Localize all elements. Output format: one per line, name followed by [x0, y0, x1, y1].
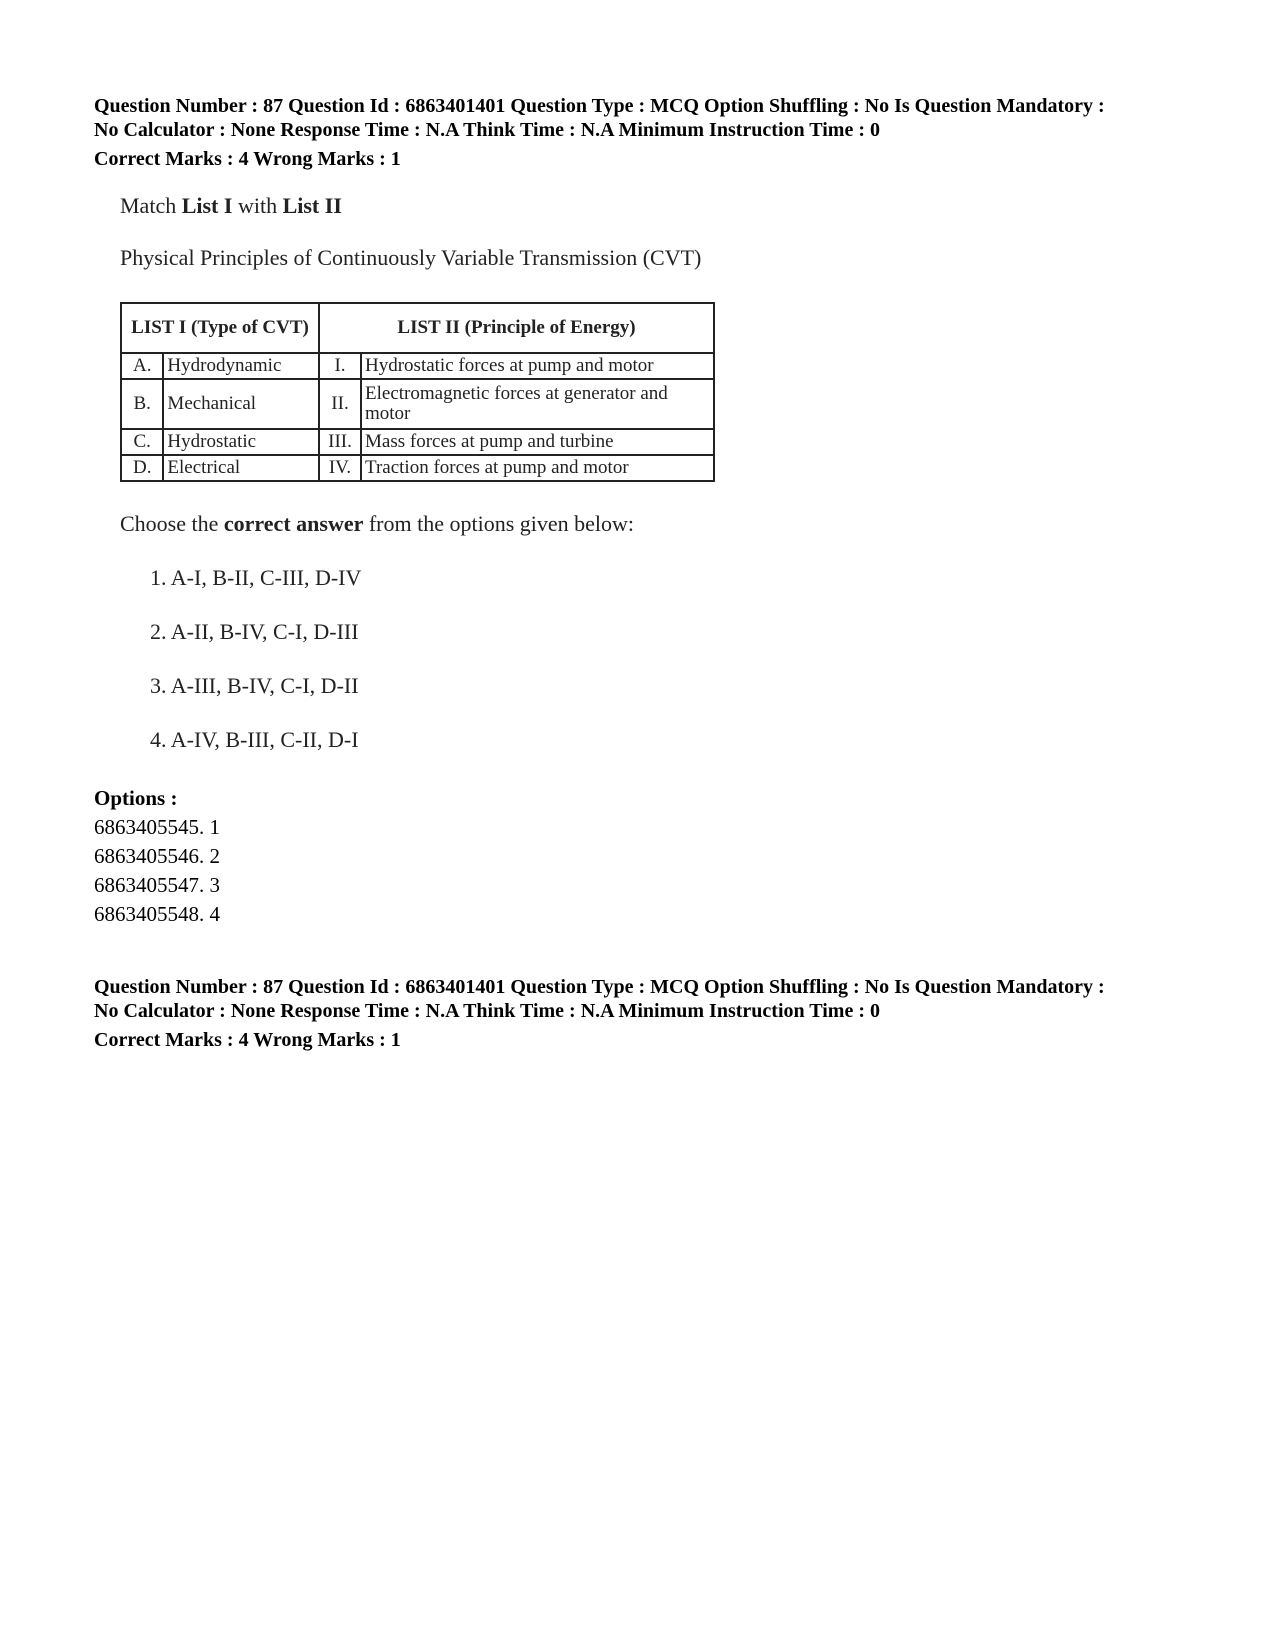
list2-header: LIST II (Principle of Energy) — [319, 303, 714, 353]
question-intro — [120, 192, 342, 220]
answer-choice: 3. A-III, B-IV, C-I, D-II — [150, 673, 359, 698]
list2-item: Hydrostatic forces at pump and motor — [361, 353, 714, 379]
answer-choice: 2. A-II, B-IV, C-I, D-III — [150, 619, 359, 644]
intro-text: Match — [120, 193, 182, 218]
list2-numeral: I. — [319, 353, 361, 379]
table-row — [121, 429, 714, 455]
option-item: 6863405546. 2 — [94, 844, 220, 868]
answer-choice: 4. A-IV, B-III, C-II, D-I — [150, 727, 359, 752]
match-table — [120, 302, 715, 482]
options-heading: Options : — [94, 786, 178, 810]
option-item: 6863405548. 4 — [94, 902, 220, 926]
table-row — [121, 455, 714, 481]
list1-header: LIST I (Type of CVT) — [121, 303, 319, 353]
list2-numeral: III. — [319, 429, 361, 455]
answer-choices — [150, 564, 361, 780]
list2-item: Mass forces at pump and turbine — [361, 429, 714, 455]
list2-numeral: IV. — [319, 455, 361, 481]
table-row — [121, 353, 714, 379]
choose-instruction — [120, 510, 634, 538]
list1-item: Hydrodynamic — [163, 353, 319, 379]
marks-line: Correct Marks : 4 Wrong Marks : 1 — [94, 1029, 401, 1051]
list1-item: Mechanical — [163, 379, 319, 429]
list1-letter: B. — [121, 379, 163, 429]
table-header-row — [121, 303, 714, 353]
question-meta — [94, 94, 1105, 171]
meta-line-1: Question Number : 87 Question Id : 6863401401 Question Type : MCQ Option Shuffling : No Is Question Mandatory : — [94, 95, 1105, 117]
table-row — [121, 379, 714, 429]
intro-list2: List II — [282, 193, 342, 218]
intro-list1: List I — [181, 193, 233, 218]
marks-line: Correct Marks : 4 Wrong Marks : 1 — [94, 148, 401, 170]
list1-item: Hydrostatic — [163, 429, 319, 455]
question-title: Physical Principles of Continuously Variable Transmission (CVT) — [120, 245, 702, 270]
option-item: 6863405545. 1 — [94, 815, 220, 839]
question-meta-repeat — [94, 975, 1105, 1052]
list2-item: Traction forces at pump and motor — [361, 455, 714, 481]
option-item: 6863405547. 3 — [94, 873, 220, 897]
list2-numeral: II. — [319, 379, 361, 429]
answer-choice: 1. A-I, B-II, C-III, D-IV — [150, 565, 362, 590]
list1-item: Electrical — [163, 455, 319, 481]
choose-bold: correct answer — [223, 511, 364, 536]
options-list — [94, 784, 220, 929]
list1-letter: A. — [121, 353, 163, 379]
choose-text: Choose the — [120, 511, 224, 536]
list1-letter: D. — [121, 455, 163, 481]
meta-line-2: No Calculator : None Response Time : N.A Think Time : N.A Minimum Instruction Time : 0 — [94, 1000, 880, 1022]
meta-line-2: No Calculator : None Response Time : N.A Think Time : N.A Minimum Instruction Time : 0 — [94, 119, 880, 141]
choose-rest: from the options given below: — [363, 511, 635, 536]
intro-with: with — [232, 193, 283, 218]
meta-line-1: Question Number : 87 Question Id : 6863401401 Question Type : MCQ Option Shuffling : No Is Question Mandatory : — [94, 976, 1105, 998]
list2-item: Electromagnetic forces at generator and motor — [361, 379, 714, 429]
list1-letter: C. — [121, 429, 163, 455]
